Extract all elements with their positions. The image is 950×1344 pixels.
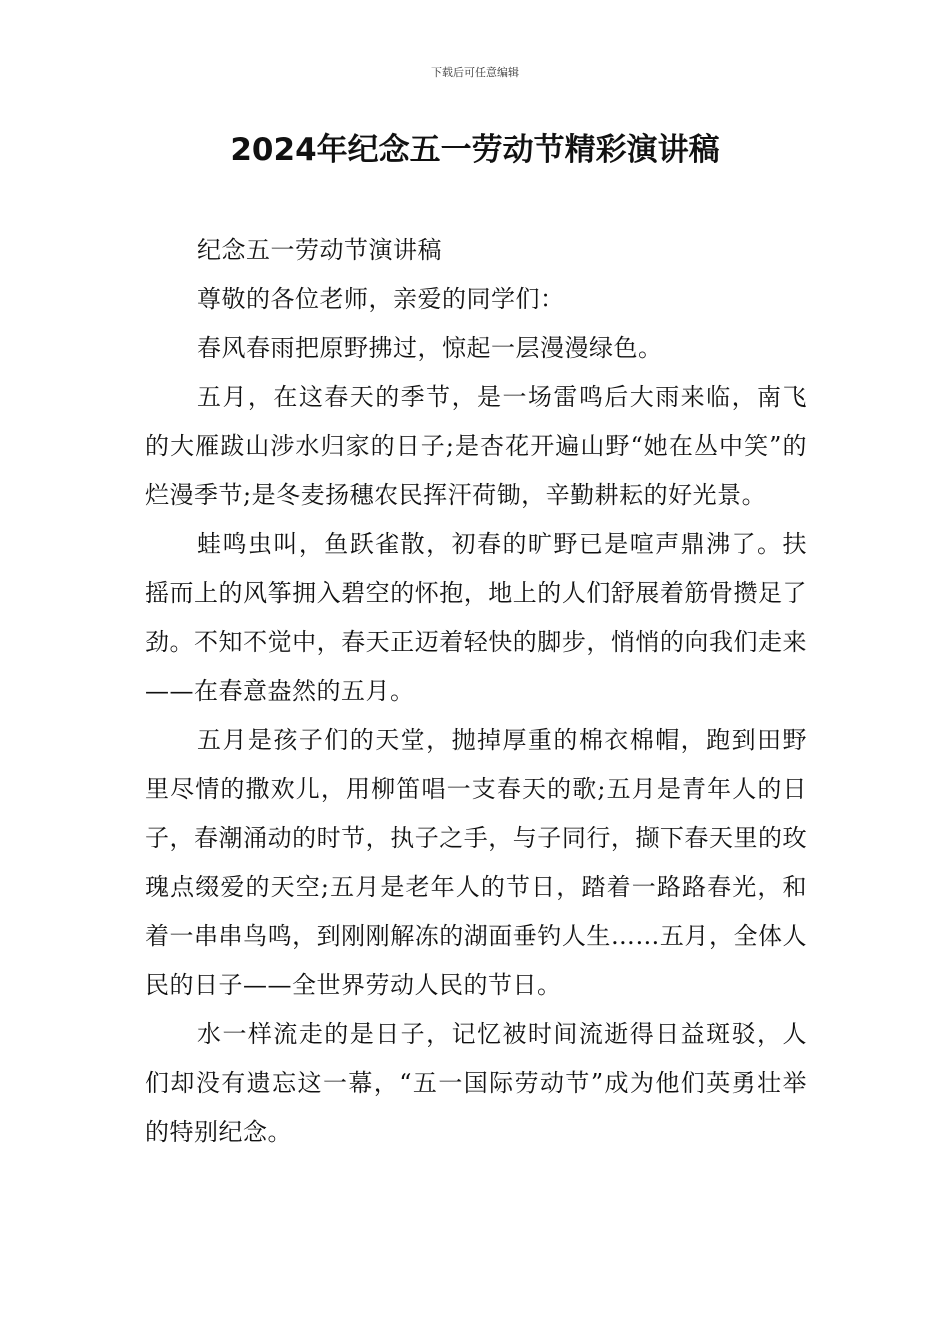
paragraph: 五月，在这春天的季节，是一场雷鸣后大雨来临，南飞的大雁跋山涉水归家的日子;是杏花开遍山野“她在丛中笑”的烂漫季节;是冬麦扬穗农民挥汗荷锄，辛勤耕耘的好光景。 xyxy=(145,383,807,509)
document-title: 2024年纪念五一劳动节精彩演讲稿 xyxy=(230,132,720,168)
paragraph-greeting: 尊敬的各位老师，亲爱的同学们： xyxy=(197,285,565,313)
paragraph: 春风春雨把原野拂过，惊起一层漫漫绿色。 xyxy=(197,334,663,362)
paragraph: 水一样流走的是日子，记忆被时间流逝得日益斑驳，人们却没有遗忘这一幕，“五一国际劳动节”成为他们英勇壮举的特别纪念。 xyxy=(145,1020,807,1146)
header-note: 下载后可任意编辑 xyxy=(431,66,519,79)
paragraph: 五月是孩子们的天堂，抛掉厚重的棉衣棉帽，跑到田野里尽情的撒欢儿，用柳笛唱一支春天的歌;五月是青年人的日子，春潮涌动的时节，执子之手，与子同行，撷下春天里的玫瑰点缀爱的天空;五月是老年人的节日，踏着一路路春光，和着一串串鸟鸣，到刚刚解冻的湖面垂钓人生……五月，全体人民的日子——全世界劳动人民的节日。 xyxy=(145,726,807,999)
paragraph-subtitle: 纪念五一劳动节演讲稿 xyxy=(197,236,442,264)
paragraph: 蛙鸣虫叫，鱼跃雀散，初春的旷野已是喧声鼎沸了。扶摇而上的风筝拥入碧空的怀抱，地上的人们舒展着筋骨攒足了劲。不知不觉中，春天正迈着轻快的脚步，悄悄的向我们走来——在春意盎然的五月。 xyxy=(145,530,807,705)
document-body xyxy=(145,226,807,1157)
